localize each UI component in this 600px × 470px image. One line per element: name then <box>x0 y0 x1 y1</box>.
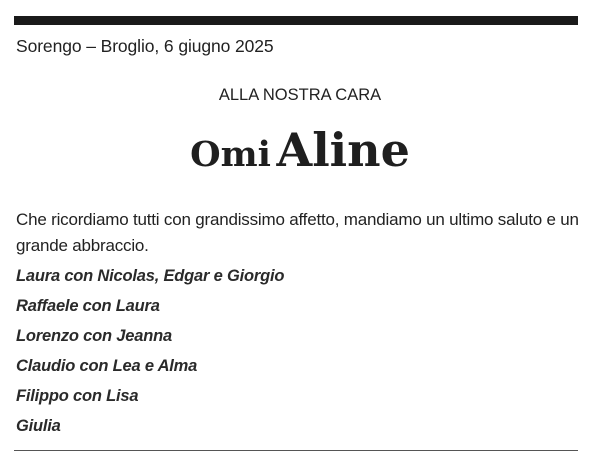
top-rule <box>14 16 578 25</box>
place-date: Sorengo – Broglio, 6 giugno 2025 <box>16 36 274 56</box>
signature-line: Filippo con Lisa <box>16 387 139 405</box>
notice-heading: ALLA NOSTRA CARA <box>218 86 382 104</box>
deceased-name <box>0 123 600 177</box>
signature-line: Lorenzo con Jeanna <box>16 327 172 345</box>
bottom-rule <box>14 450 578 451</box>
given-name: Aline <box>276 123 410 177</box>
name-prefix: Omi <box>190 134 271 175</box>
signature-line: Giulia <box>16 417 61 435</box>
message-text: Che ricordiamo tutti con grandissimo affetto, mandiamo un ultimo saluto e un grande abbraccio. <box>16 210 579 255</box>
signature-line: Laura con Nicolas, Edgar e Giorgio <box>16 267 285 285</box>
signature-line: Raffaele con Laura <box>16 297 160 315</box>
signatures-list <box>16 261 284 441</box>
signature-line: Claudio con Lea e Alma <box>16 357 198 375</box>
